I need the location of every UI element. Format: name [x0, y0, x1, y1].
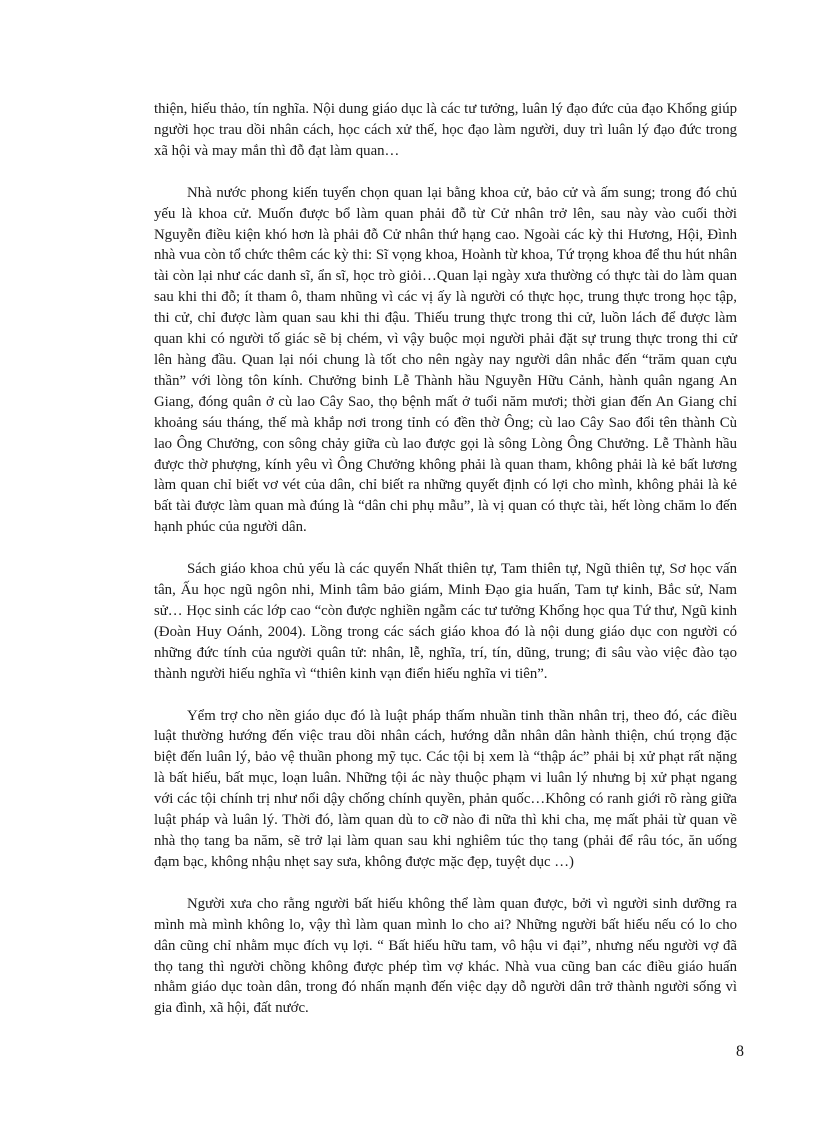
paragraph-law-and-ethics: Yểm trợ cho nền giáo dục đó là luật pháp thấm nhuần tinh thần nhân trị, theo đó, các điều luật thường hướng đến việc trau dồi nhân cách, hướng dẫn nhân dân hành thiện, chú trọng đặc biệt đến luân lý, bảo vệ thuần phong mỹ tục. Các tội bị xem là “thập ác” phải bị xử phạt rất nặng là bất hiếu, bất mục, loạn luân. Những tội ác này thuộc phạm vi luân lý nhưng bị xử phạt ngang với các tội chính trị như nổi dậy chống chính quyền, phản quốc…Không có ranh giới rõ ràng giữa luật pháp và luân lý. Thời đó, làm quan dù to cỡ nào đi nữa thì khi cha, mẹ mất phải từ quan về nhà thọ tang ba năm, sẽ trở lại làm quan sau khi nghiêm túc thọ tang (phải để râu tóc, ăn uống đạm bạc, không nhậu nhẹt say sưa, không được mặc đẹp, tuyệt dục …) — [154, 707, 737, 870]
paragraph-filial-piety: Người xưa cho rằng người bất hiếu không thể làm quan được, bởi vì người sinh dưỡng ra mình mà mình không lo, vậy thì làm quan mình lo cho ai? Những người bất hiếu nếu có lo cho dân cũng chỉ nhằm mục đích vụ lợi. “ Bất hiếu hữu tam, vô hậu vi đại”, nhưng nếu người vợ đã thọ tang thì người chồng không được phép tìm vợ khác. Nhà vua cũng ban các điều giáo huấn nhằm giáo dục toàn dân, trong đó nhấn mạnh đến việc dạy dỗ người dân trở thành người sống vì gia đình, xã hội, đất nước. — [154, 895, 737, 1017]
paragraph-continuation: thiện, hiếu thảo, tín nghĩa. Nội dung giáo dục là các tư tưởng, luân lý đạo đức của đạo Khổng giúp người học trau dồi nhân cách, học cách xử thế, học đạo làm người, duy trì luân lý đạo đức trong xã hội và may mắn thì đỗ đạt làm quan… — [154, 101, 737, 159]
paragraph-textbooks: Sách giáo khoa chủ yếu là các quyển Nhất thiên tự, Tam thiên tự, Ngũ thiên tự, Sơ học vấn tân, Ấu học ngũ ngôn nhi, Minh tâm bảo giám, Minh Đạo gia huấn, Tam tự kinh, Bắc sử, Nam sử… Học sinh các lớp cao “còn được nghiền ngẫm các tư tưởng Khổng học qua Tứ thư, Ngũ kinh (Đoàn Huy Oánh, 2004). Lồng trong các sách giáo khoa đó là nội dung giáo dục con người có những đức tính của người quân tử: nhân, lễ, nghĩa, trí, tín, dũng, trung; đi sâu vào việc đào tạo thành người hiếu nghĩa vì “thiên kinh vạn điển hiếu nghĩa vi tiên”. — [154, 561, 737, 682]
paragraph-gap — [154, 873, 737, 894]
page-number: 8 — [736, 1043, 744, 1060]
paragraph-civil-service-exams: Nhà nước phong kiến tuyển chọn quan lại bằng khoa cử, bảo cử và ấm sung; trong đó chủ yếu là khoa cử. Muốn được bổ làm quan phải đỗ từ Cử nhân trở lên, sau này vào cuối thời Nguyễn điều kiện khó hơn là phải đỗ Cử nhân thứ hạng cao. Ngoài các kỳ thi Hương, Hội, Đình nhà vua còn tổ chức thêm các kỳ thi: Sĩ vọng khoa, Hoành từ khoa, Tứ trọng khoa để thu hút nhân tài còn lại như các danh sĩ, ẩn sĩ, học trò giỏi…Quan lại ngày xưa thường có thực tài do làm quan sau khi thi đỗ; ít tham ô, tham nhũng vì các vị ấy là người có thực học, trung thực trong học tập, thi cử, chỉ được làm quan sau khi thi đậu. Thiếu trung thực trong thi cử, luồn lách để được làm quan khi có người tố giác sẽ bị chém, vì vậy buộc mọi người phải đặt sự trung thực trong thi cử lên hàng đầu. Quan lại nói chung là tốt cho nên ngày nay người dân nhắc đến “trăm quan cựu thần” với lòng tôn kính. Chưởng binh Lễ Thành hầu Nguyễn Hữu Cảnh, hành quân ngang An Giang, đóng quân ở cù lao Cây Sao, thọ bệnh mất ở tuổi năm mươi; thời gian đến An Giang chỉ khoảng sáu tháng, thế mà khắp nơi trong tỉnh có đền thờ Ông; cù lao Cây Sao đổi tên thành Cù lao Ông Chưởng, con sông chảy giữa cù lao được gọi là sông Lòng Ông Chưởng. Lễ Thành hầu được thờ phượng, kính yêu vì Ông Chưởng không phải là quan tham, không phải là kẻ bất lương làm quan chỉ biết vơ vét của dân, chỉ biết ra những quyết định có lợi cho mình, không phải là kẻ bất tài được làm quan mà đúng là “dân chi phụ mẫu”, là vị quan có thực tài, hết lòng chăm lo đến hạnh phúc của người dân. — [154, 184, 737, 536]
paragraph-gap — [154, 162, 737, 183]
paragraph-gap — [154, 685, 737, 706]
body-text — [154, 99, 737, 1019]
paragraph-gap — [154, 538, 737, 559]
